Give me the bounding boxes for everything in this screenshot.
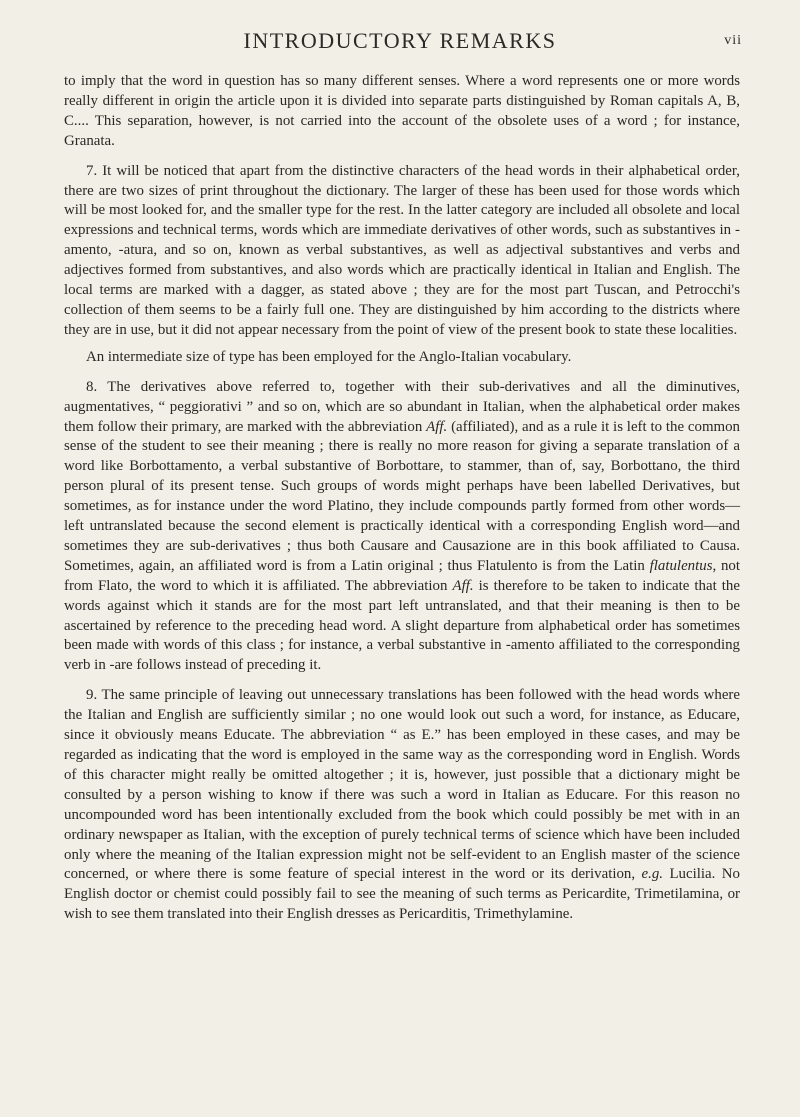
- running-head: INTRODUCTORY REMARKS: [243, 28, 557, 53]
- paragraph-text: , not from Flato, the word to which it is affiliated. The abbreviation: [64, 557, 740, 594]
- paragraph-8: [64, 378, 740, 677]
- paragraph-text: Lucilia. No English doctor or chemist could possibly fail to see the meaning of such terms as Pericardite, Trimetilamina, or wish to see them translated into their English dresses as Pericarditis, Trimethylamine.: [64, 866, 740, 923]
- latin-term: flatulentus: [649, 557, 713, 574]
- paragraph-continuation: [64, 72, 740, 152]
- abbreviation-aff: Aff.: [452, 577, 474, 594]
- page-number: vii: [724, 33, 742, 48]
- paragraph-7-addendum: [64, 348, 740, 368]
- paragraph-text: (affiliated), and as a rule it is left to the common sense of the student to see their meaning ; there is really no more reason for giving a separate translation of a word like Borbottamento, a verbal substantive of Borbottare, to stammer, than of, say, Borbottano, the third person plural of its present tense. Such groups of words might perhaps have been labelled Derivatives, but sometimes, as for instance under the word Platino, they include compounds partly formed from other words—left untranslated because the second element is practically identical with a corresponding English word—and sometimes they are sub-derivatives ; thus both Causare and Causazione are in this book affiliated to Causa. Sometimes, again, an affiliated word is from a Latin original ; thus Flatulento is from the Latin: [64, 418, 741, 574]
- paragraph-text: 7. It will be noticed that apart from the distinctive characters of the head words in their alphabetical order, there are two sizes of print throughout the dictionary. The larger of these has been used for those words which will be most looked for, and the smaller type for the rest. In the latter category are included all obsolete and local expressions and technical terms, words which are immediate derivatives of other words, such as substantives in -amento, -atura, and so on, known as verbal substantives, as well as adjectival substantives and verbs and adjectives formed from substantives, and also words which are practically identical in Italian and English. The local terms are marked with a dagger, as stated above ; they are for the most part Tuscan, and Petrocchi's collection of them seems to be a fairly full one. They are distinguished by him according to the districts where they are in use, but it did not appear necessary from the point of view of the present book to state these localities.: [64, 162, 740, 338]
- page-header: [0, 28, 800, 58]
- paragraph-text: 8. The derivatives above referred to, together with their sub-derivatives and all the diminutives, augmentatives, “ peggiorativi ” and so on, which are so abundant in Italian, when the alphabetical order makes them follow their primary, are marked with the abbreviation: [64, 378, 740, 435]
- paragraph-text: An intermediate size of type has been employed for the Anglo-Italian vocabulary.: [86, 348, 572, 365]
- paragraph-text: to imply that the word in question has so many different senses. Where a word represents one or more words really different in origin the article upon it is divided into separate parts distinguished by Roman capitals A, B, C.... This separation, however, is not carried into the account of the obsolete uses of a word ; for instance, Granata.: [64, 73, 740, 149]
- abbreviation-aff: Aff.: [426, 418, 448, 435]
- abbreviation-eg: e.g.: [641, 866, 664, 883]
- paragraph-text: 9. The same principle of leaving out unnecessary translations has been followed with the head words where the Italian and English are sufficiently similar ; no one would look out such a word, for instance, as Educare, since it obviously means Educate. The abbreviation “ as E.” has been employed in these cases, and may be regarded as indicating that the word is employed in the same way as the corresponding word in English. Words of this character might really be omitted altogether ; it is, however, just possible that a dictionary might be consulted by a person wishing to know if there was such a word in Italian as Educare. For this reason no uncompounded word has been intentionally excluded from the book which could possibly be met with in an ordinary newspaper as Italian, with the exception of purely technical terms of science which have been included only where the meaning of the Italian expression might not be self-evident to an English master of the science concerned, or where there is some feature of special interest in the word or its derivation,: [64, 687, 740, 883]
- body-text: [64, 72, 740, 935]
- paragraph-9: [64, 686, 740, 925]
- paragraph-text: is therefore to be taken to indicate that the words against which it stands are for the most part left untranslated, and that their meaning is then to be ascertained by reference to the preceding head word. A slight departure from alphabetical order has sometimes been made with words of this class ; for instance, a verbal substantive in -amento affiliated to the corresponding verb in -are follows instead of preceding it.: [64, 577, 740, 674]
- paragraph-7: [64, 162, 740, 341]
